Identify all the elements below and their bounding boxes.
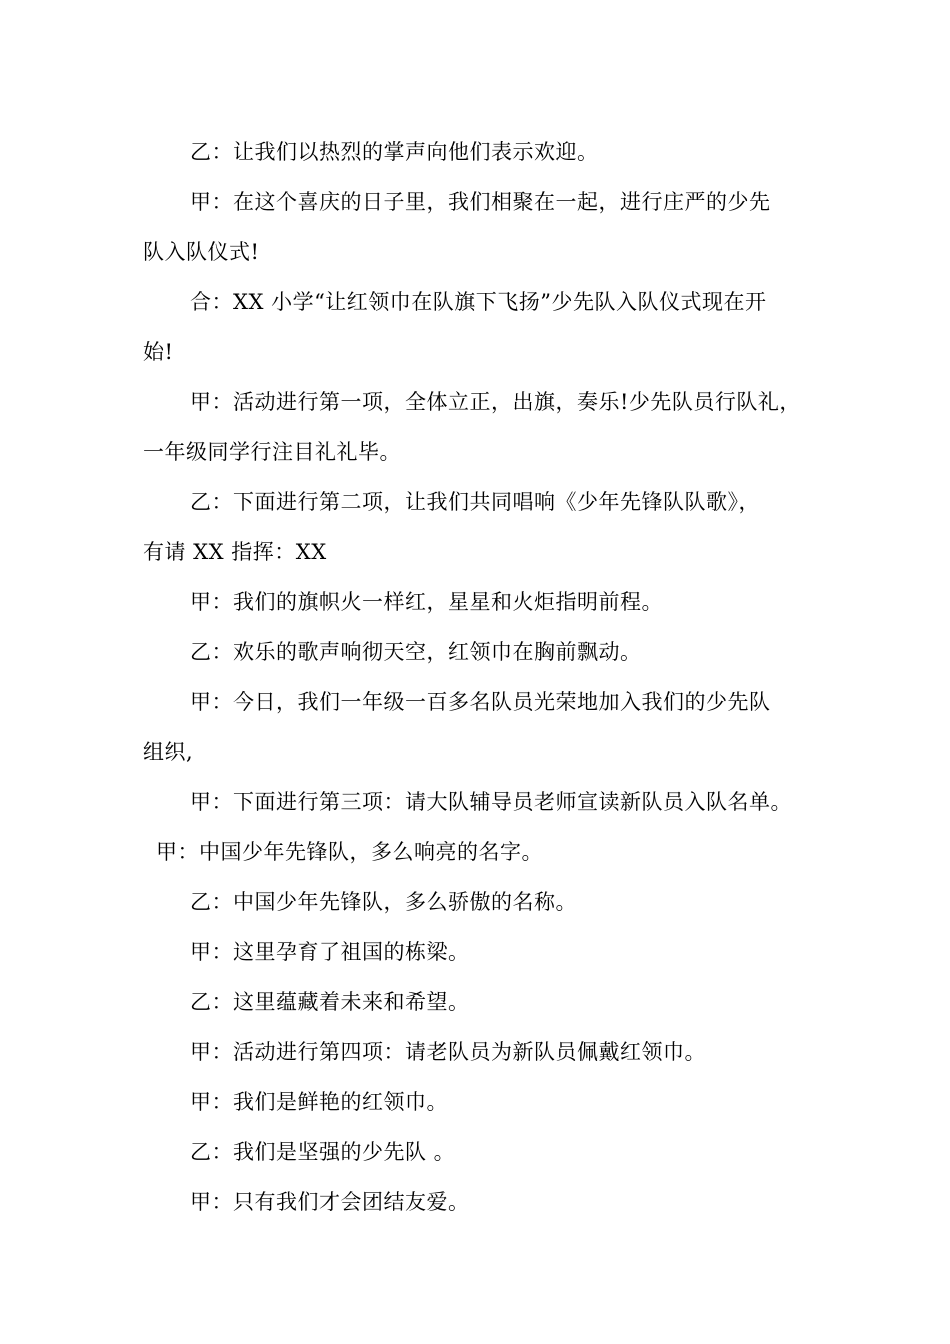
paragraph-line: 甲：这里孕育了祖国的栋梁。 xyxy=(190,940,470,964)
paragraph-line: 甲：只有我们才会团结友爱。 xyxy=(190,1190,470,1214)
paragraph-line: 甲：下面进行第三项：请大队辅导员老师宣读新队员入队名单。 xyxy=(190,790,792,814)
paragraph-line: 甲：我们的旗帜火一样红，星星和火炬指明前程。 xyxy=(190,590,663,614)
paragraph-line: 甲：在这个喜庆的日子里，我们相聚在一起，进行庄严的少先 xyxy=(190,190,771,214)
paragraph-line: 队入队仪式! xyxy=(143,240,260,264)
paragraph-line: 乙：让我们以热烈的掌声向他们表示欢迎。 xyxy=(190,140,599,164)
paragraph-line: 甲：我们是鲜艳的红领巾。 xyxy=(190,1090,448,1114)
paragraph-line: 合：XX 小学“让红领巾在队旗下飞扬”少先队入队仪式现在开 xyxy=(190,290,767,314)
paragraph-line: 乙：中国少年先锋队，多么骄傲的名称。 xyxy=(190,890,577,914)
paragraph-line: 有请 XX 指挥：XX xyxy=(143,540,327,564)
paragraph-line: 乙：欢乐的歌声响彻天空，红领巾在胸前飘动。 xyxy=(190,640,642,664)
paragraph-line: 乙：这里蕴藏着未来和希望。 xyxy=(190,990,470,1014)
paragraph-line: 甲：活动进行第一项，全体立正，出旗，奏乐!少先队员行队礼， xyxy=(190,390,801,414)
paragraph-line: 始! xyxy=(143,340,174,364)
paragraph-line: 组织, xyxy=(143,740,194,764)
paragraph-line: 甲：中国少年先锋队，多么响亮的名字。 xyxy=(156,840,543,864)
paragraph-line: 一年级同学行注目礼礼毕。 xyxy=(143,440,401,464)
paragraph-line: 甲：活动进行第四项：请老队员为新队员佩戴红领巾。 xyxy=(190,1040,706,1064)
paragraph-line: 乙：下面进行第二项，让我们共同唱响《少年先锋队队歌》， xyxy=(190,490,760,514)
paragraph-line: 甲：今日，我们一年级一百多名队员光荣地加入我们的少先队 xyxy=(190,690,771,714)
paragraph-line: 乙：我们是坚强的少先队 。 xyxy=(190,1140,456,1164)
